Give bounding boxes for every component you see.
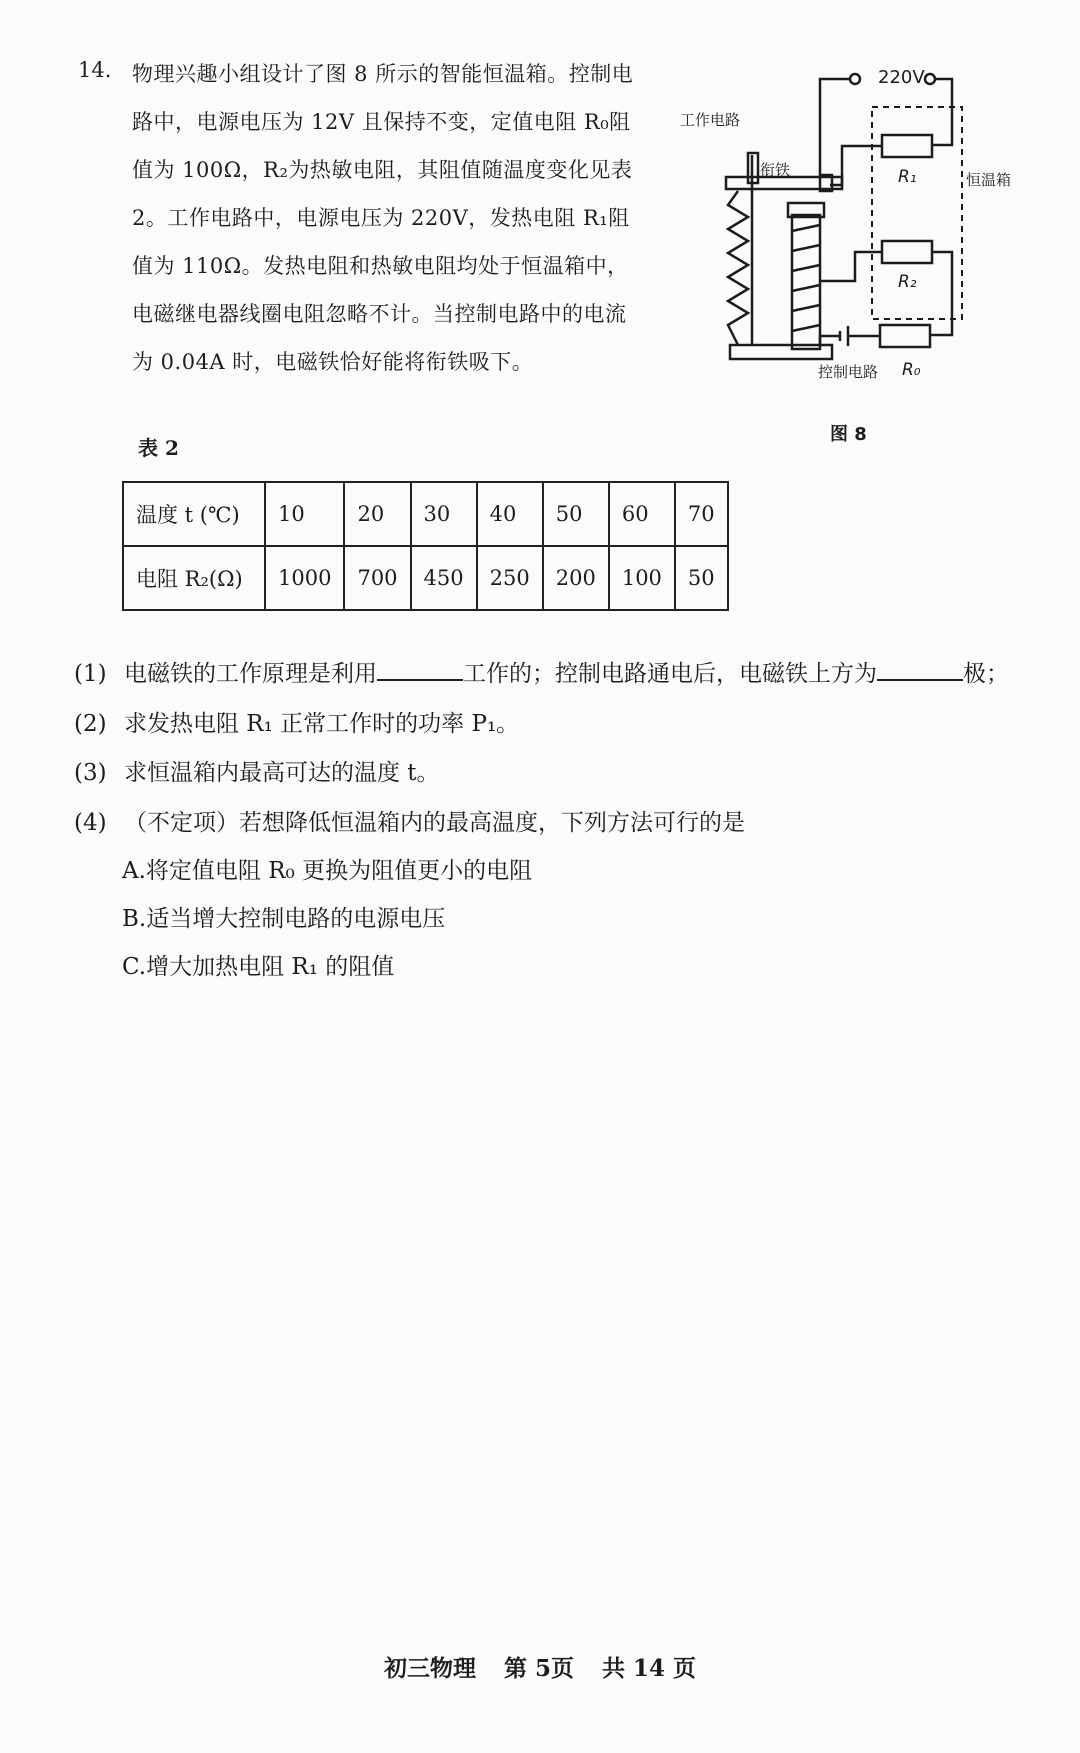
wire xyxy=(820,336,840,345)
table-cell: 450 xyxy=(411,546,477,610)
resistance-table xyxy=(122,481,729,611)
terminal-right xyxy=(925,74,935,84)
table-caption: 表 2 xyxy=(138,436,179,460)
base-stand xyxy=(730,345,832,359)
table-cell: 40 xyxy=(477,482,543,546)
table-cell: 200 xyxy=(543,546,609,610)
table-row xyxy=(123,482,728,546)
subquestion-number: (1) xyxy=(74,661,107,687)
label-control-circuit: 控制电路 xyxy=(818,363,879,381)
subquestion-number: (2) xyxy=(74,711,107,737)
incubator-box xyxy=(872,107,962,319)
subquestion-1 xyxy=(74,655,1009,688)
circuit-diagram-figure xyxy=(680,55,1030,455)
subquestion-text: 求发热电阻 R₁ 正常工作时的功率 P₁。 xyxy=(124,711,520,737)
footer-total: 共 14 页 xyxy=(602,1655,697,1682)
table-header-temperature: 温度 t (℃) xyxy=(123,482,265,546)
label-220v: 220V xyxy=(878,67,925,88)
subquestion-text: 工作的；控制电路通电后，电磁铁上方为 xyxy=(463,661,877,687)
intro-line: 电磁继电器线圈电阻忽略不计。当控制电路中的电流 xyxy=(132,302,627,326)
answer-blank[interactable] xyxy=(877,659,963,681)
answer-blank[interactable] xyxy=(377,659,463,681)
intro-line: 2。工作电路中，电源电压为 220V，发热电阻 R₁阻 xyxy=(132,206,630,230)
label-incubator: 恒温箱 xyxy=(966,171,1012,189)
option-b: B.适当增大控制电路的电源电压 xyxy=(122,906,446,932)
table-cell: 1000 xyxy=(265,546,344,610)
label-armature: 衔铁 xyxy=(760,161,791,179)
subquestion-3 xyxy=(74,754,440,787)
table-cell: 250 xyxy=(477,546,543,610)
table-cell: 10 xyxy=(265,482,344,546)
resistor-r0 xyxy=(880,325,930,347)
spring-icon xyxy=(728,191,748,345)
table-cell: 30 xyxy=(411,482,477,546)
label-r0: R₀ xyxy=(902,360,921,380)
footer-page: 第 5页 xyxy=(503,1655,574,1682)
question-number: 14. xyxy=(78,58,112,82)
footer-subject: 初三物理 xyxy=(383,1655,476,1682)
subquestion-number: (4) xyxy=(74,810,107,836)
intro-line: 路中，电源电压为 12V 且保持不变，定值电阻 R₀阻 xyxy=(132,110,631,134)
wire xyxy=(820,79,850,175)
table-cell: 50 xyxy=(543,482,609,546)
table-cell: 60 xyxy=(609,482,675,546)
table-cell: 20 xyxy=(344,482,410,546)
subquestion-4 xyxy=(74,804,745,837)
label-r2: R₂ xyxy=(898,272,917,292)
table-header-resistance: 电阻 R₂(Ω) xyxy=(123,546,265,610)
subquestion-text: 求恒温箱内最高可达的温度 t。 xyxy=(124,760,440,786)
table-cell: 50 xyxy=(675,546,728,610)
label-r1: R₁ xyxy=(898,167,917,187)
subquestion-number: (3) xyxy=(74,760,107,786)
intro-line: 为 0.04A 时，电磁铁恰好能将衔铁吸下。 xyxy=(132,350,534,374)
terminal-left xyxy=(850,74,860,84)
figure-caption: 图 8 xyxy=(830,424,867,445)
option-a: A.将定值电阻 R₀ 更换为阻值更小的电阻 xyxy=(122,858,533,884)
battery-icon xyxy=(840,326,848,346)
subquestion-text: 电磁铁的工作原理是利用 xyxy=(124,661,377,687)
resistor-r1 xyxy=(882,135,932,157)
intro-line: 值为 100Ω，R₂为热敏电阻，其阻值随温度变化见表 xyxy=(132,158,633,182)
page-footer xyxy=(0,1650,1080,1683)
table-cell: 100 xyxy=(609,546,675,610)
intro-line: 值为 110Ω。发热电阻和热敏电阻均处于恒温箱中， xyxy=(132,254,629,278)
table-cell: 700 xyxy=(344,546,410,610)
subquestion-text: （不定项）若想降低恒温箱内的最高温度，下列方法可行的是 xyxy=(124,810,745,836)
wire xyxy=(932,79,952,145)
option-c: C.增大加热电阻 R₁ 的阻值 xyxy=(122,954,395,980)
intro-line: 物理兴趣小组设计了图 8 所示的智能恒温箱。控制电 xyxy=(132,62,634,86)
label-work-circuit: 工作电路 xyxy=(680,111,741,129)
subquestion-text: 极； xyxy=(963,661,1009,687)
wire xyxy=(930,252,952,335)
wire xyxy=(830,146,882,185)
subquestion-2 xyxy=(74,705,519,738)
table-row xyxy=(123,546,728,610)
table-cell: 70 xyxy=(675,482,728,546)
resistor-r2 xyxy=(882,241,932,263)
